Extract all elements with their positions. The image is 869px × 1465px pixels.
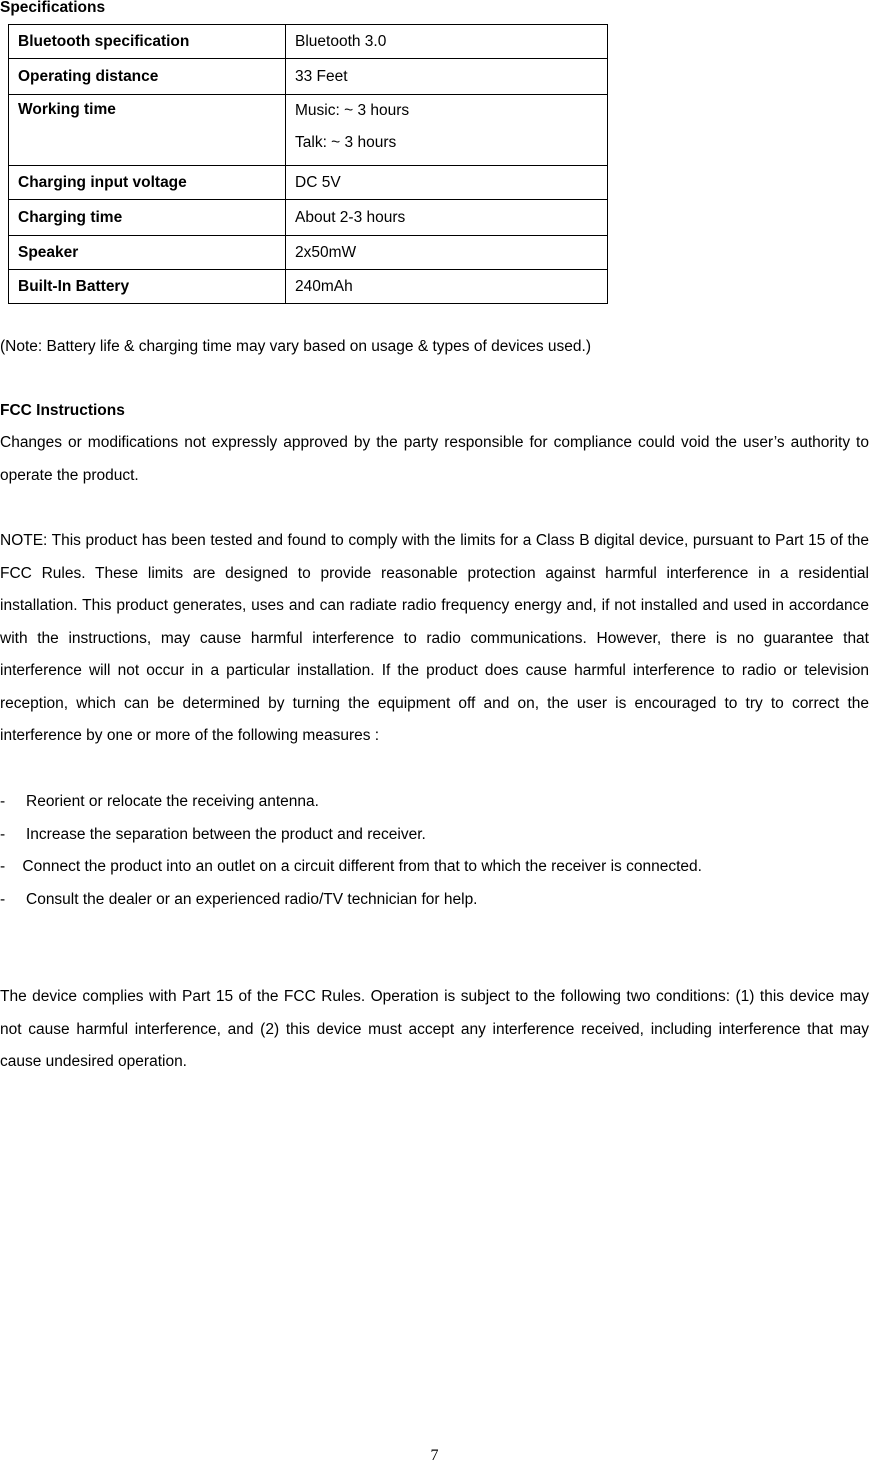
spec-value-line: Music: ~ 3 hours bbox=[295, 102, 410, 119]
specifications-heading: Specifications bbox=[0, 0, 106, 16]
spec-label: Speaker bbox=[9, 236, 286, 270]
spec-label: Operating distance bbox=[9, 59, 286, 95]
table-row bbox=[9, 166, 608, 200]
spec-value: 33 Feet bbox=[286, 59, 608, 95]
battery-note: (Note: Battery life & charging time may vary based on usage & types of devices used.) bbox=[0, 338, 592, 355]
spec-value: Bluetooth 3.0 bbox=[286, 25, 608, 59]
measure-text: Connect the product into an outlet on a circuit different from that to which the receiver is connected. bbox=[22, 858, 702, 875]
table-row bbox=[9, 95, 608, 166]
spec-value: 240mAh bbox=[286, 270, 608, 304]
fcc-paragraph-part15: The device complies with Part 15 of the FCC Rules. Operation is subject to the following two conditions: (1) this device may not cause harmful interference, and (2) this device must accept any interference received, including interference that may cause undesired operation. bbox=[0, 988, 869, 1070]
bullet-dash: - bbox=[0, 825, 6, 843]
spec-label: Bluetooth specification bbox=[9, 25, 286, 59]
measure-text: Consult the dealer or an experienced radio/TV technician for help. bbox=[26, 890, 478, 908]
spec-value: DC 5V bbox=[286, 166, 608, 200]
bullet-dash: - bbox=[0, 793, 6, 810]
fcc-paragraph-modifications: Changes or modifications not expressly approved by the party responsible for compliance could void the user’s authority to operate the product. bbox=[0, 434, 869, 484]
page-number: 7 bbox=[430, 1447, 439, 1464]
spec-label: Working time bbox=[9, 95, 286, 166]
measure-text: Reorient or relocate the receiving antenna. bbox=[26, 793, 319, 810]
bullet-dash: - bbox=[0, 858, 6, 875]
measure-text: Increase the separation between the product and receiver. bbox=[26, 825, 426, 843]
table-row bbox=[9, 59, 608, 95]
fcc-heading: FCC Instructions bbox=[0, 402, 125, 419]
list-item bbox=[0, 884, 869, 917]
fcc-paragraph-note: NOTE: This product has been tested and found to comply with the limits for a Class B digital device, pursuant to Part 15 of the FCC Rules. These limits are designed to provide reasonable protection against harmful interference in a residential installation. This product generates, uses and can radiate radio frequency energy and, if not installed and used in accordance with the instructions, may cause harmful interference to radio communications. However, there is no guarantee that interference will not occur in a particular installation. If the product does cause harmful interference to radio or television reception, which can be determined by turning the equipment off and on, the user is encouraged to try to correct the interference by one or more of the following measures : bbox=[0, 532, 869, 744]
spec-label: Charging input voltage bbox=[9, 166, 286, 200]
list-item bbox=[0, 786, 869, 819]
table-row bbox=[9, 25, 608, 59]
spec-label: Built-In Battery bbox=[9, 270, 286, 304]
bullet-dash: - bbox=[0, 890, 6, 908]
table-row bbox=[9, 200, 608, 236]
measures-list bbox=[0, 786, 869, 916]
specifications-table bbox=[8, 24, 608, 304]
table-row bbox=[9, 270, 608, 304]
table-row bbox=[9, 236, 608, 270]
spec-label: Charging time bbox=[9, 200, 286, 236]
list-item bbox=[0, 819, 869, 852]
spec-value bbox=[286, 95, 608, 166]
list-item bbox=[0, 851, 869, 884]
spec-value: About 2-3 hours bbox=[286, 200, 608, 236]
spec-value-line: Talk: ~ 3 hours bbox=[295, 134, 397, 151]
spec-value: 2x50mW bbox=[286, 236, 608, 270]
